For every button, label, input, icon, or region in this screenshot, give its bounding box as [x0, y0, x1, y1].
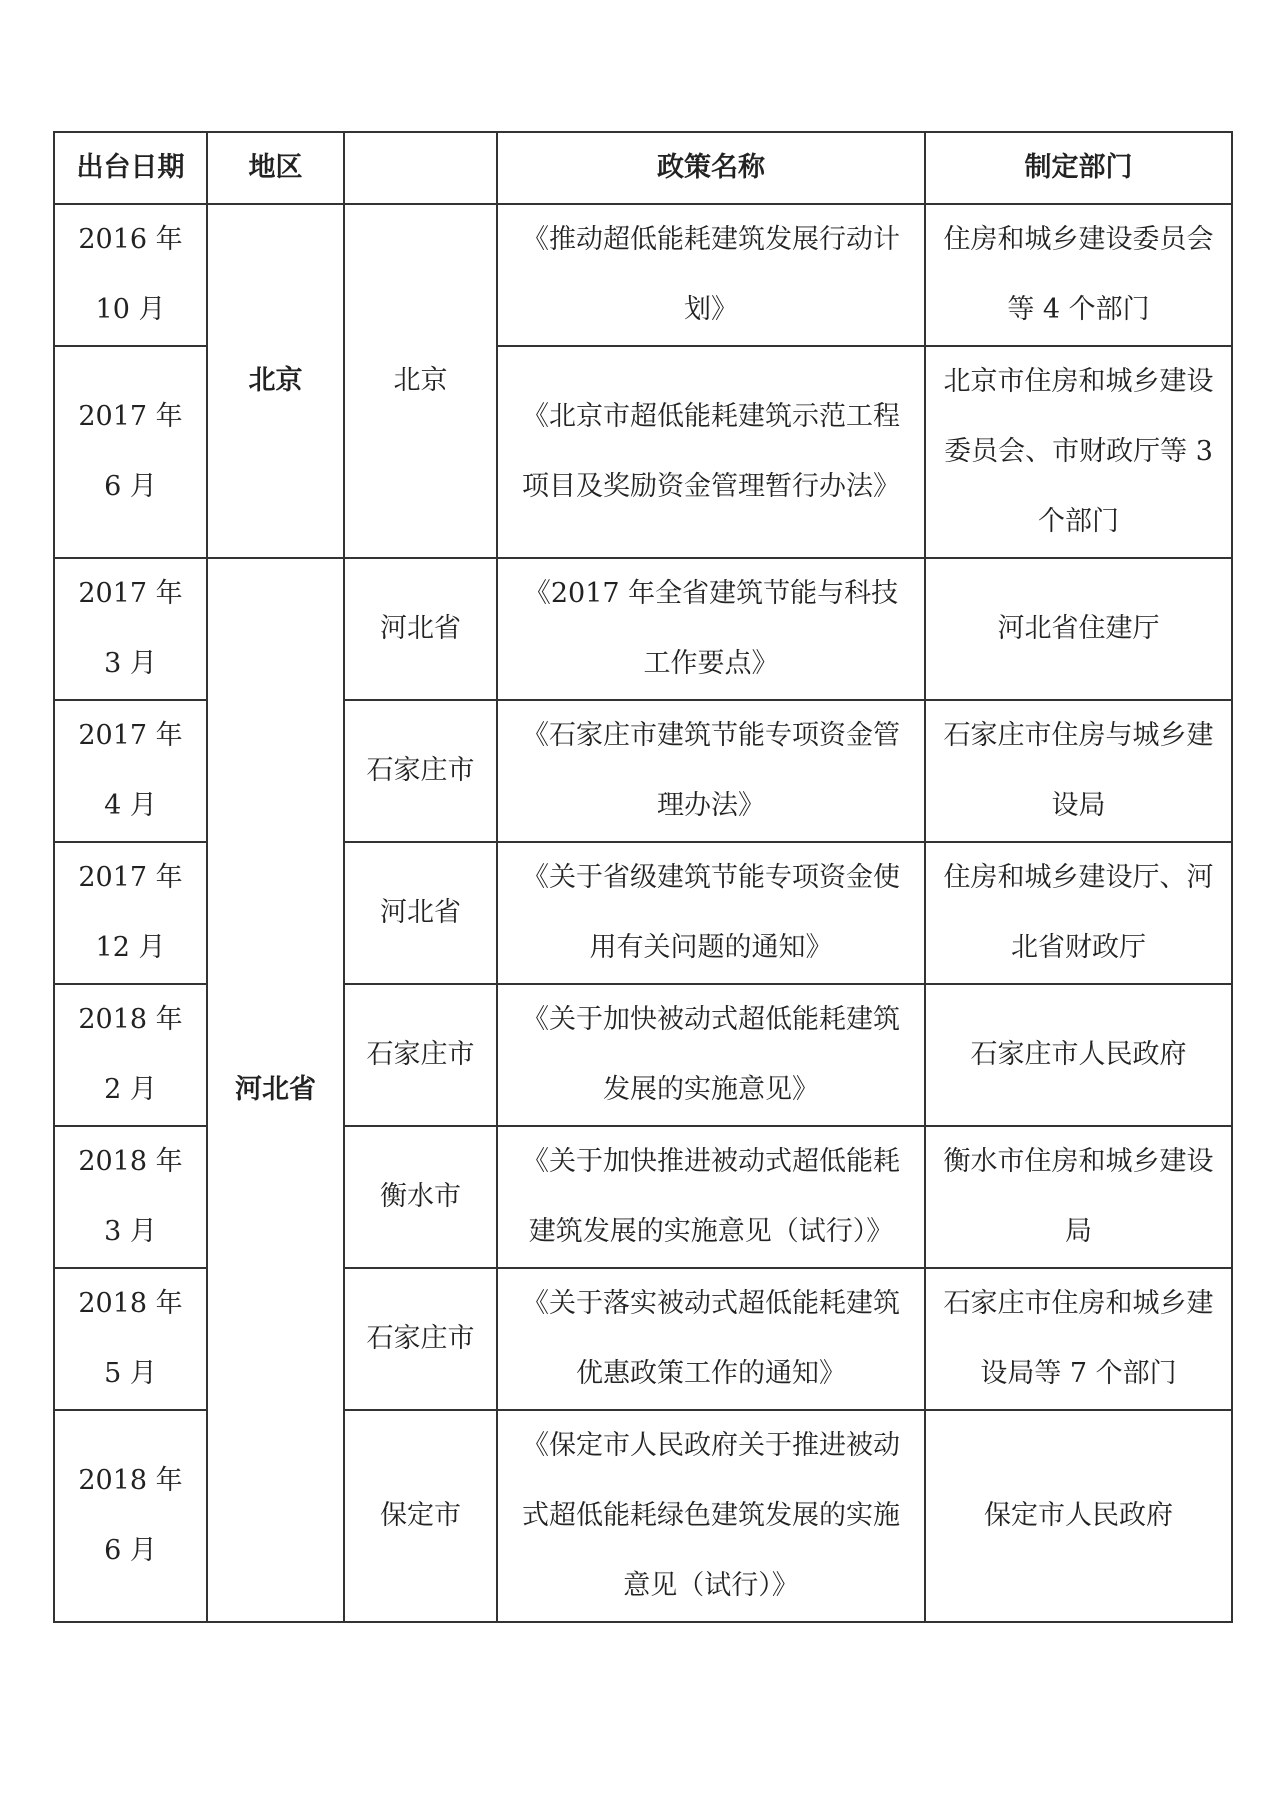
date-cell: 2018 年 6 月	[54, 1410, 207, 1622]
policy-cell: 《保定市人民政府关于推进被动式超低能耗绿色建筑发展的实施意见（试行）》	[497, 1410, 925, 1622]
subregion-cell: 北京	[344, 204, 497, 558]
dept-cell: 石家庄市住房与城乡建设局	[925, 700, 1232, 842]
subregion-cell: 河北省	[344, 558, 497, 700]
policy-cell: 《北京市超低能耗建筑示范工程项目及奖励资金管理暂行办法》	[497, 346, 925, 558]
header-date: 出台日期	[54, 132, 207, 204]
dept-cell: 住房和城乡建设委员会等 4 个部门	[925, 204, 1232, 346]
dept-cell: 石家庄市人民政府	[925, 984, 1232, 1126]
date-cell: 2018 年 3 月	[54, 1126, 207, 1268]
policy-cell: 《关于落实被动式超低能耗建筑优惠政策工作的通知》	[497, 1268, 925, 1410]
policy-table	[53, 131, 1233, 1623]
region-cell-hebei: 河北省	[207, 558, 344, 1622]
date-cell: 2017 年 12 月	[54, 842, 207, 984]
date-cell: 2017 年 6 月	[54, 346, 207, 558]
table-row	[54, 558, 1232, 700]
subregion-cell: 石家庄市	[344, 700, 497, 842]
header-subregion	[344, 132, 497, 204]
table-row	[54, 204, 1232, 346]
dept-cell: 保定市人民政府	[925, 1410, 1232, 1622]
region-cell-beijing: 北京	[207, 204, 344, 558]
date-cell: 2018 年 2 月	[54, 984, 207, 1126]
header-dept: 制定部门	[925, 132, 1232, 204]
date-cell: 2016 年 10 月	[54, 204, 207, 346]
policy-cell: 《石家庄市建筑节能专项资金管理办法》	[497, 700, 925, 842]
policy-cell: 《2017 年全省建筑节能与科技工作要点》	[497, 558, 925, 700]
subregion-cell: 保定市	[344, 1410, 497, 1622]
subregion-cell: 石家庄市	[344, 984, 497, 1126]
header-region: 地区	[207, 132, 344, 204]
subregion-cell: 石家庄市	[344, 1268, 497, 1410]
dept-cell: 北京市住房和城乡建设委员会、市财政厅等 3 个部门	[925, 346, 1232, 558]
date-cell: 2017 年 4 月	[54, 700, 207, 842]
policy-cell: 《关于加快被动式超低能耗建筑发展的实施意见》	[497, 984, 925, 1126]
policy-cell: 《关于省级建筑节能专项资金使用有关问题的通知》	[497, 842, 925, 984]
header-policy: 政策名称	[497, 132, 925, 204]
date-cell: 2017 年 3 月	[54, 558, 207, 700]
dept-cell: 河北省住建厅	[925, 558, 1232, 700]
subregion-cell: 衡水市	[344, 1126, 497, 1268]
dept-cell: 衡水市住房和城乡建设局	[925, 1126, 1232, 1268]
date-cell: 2018 年 5 月	[54, 1268, 207, 1410]
dept-cell: 石家庄市住房和城乡建设局等 7 个部门	[925, 1268, 1232, 1410]
policy-cell: 《推动超低能耗建筑发展行动计划》	[497, 204, 925, 346]
policy-cell: 《关于加快推进被动式超低能耗建筑发展的实施意见（试行）》	[497, 1126, 925, 1268]
dept-cell: 住房和城乡建设厅、河北省财政厅	[925, 842, 1232, 984]
header-row	[54, 132, 1232, 204]
subregion-cell: 河北省	[344, 842, 497, 984]
